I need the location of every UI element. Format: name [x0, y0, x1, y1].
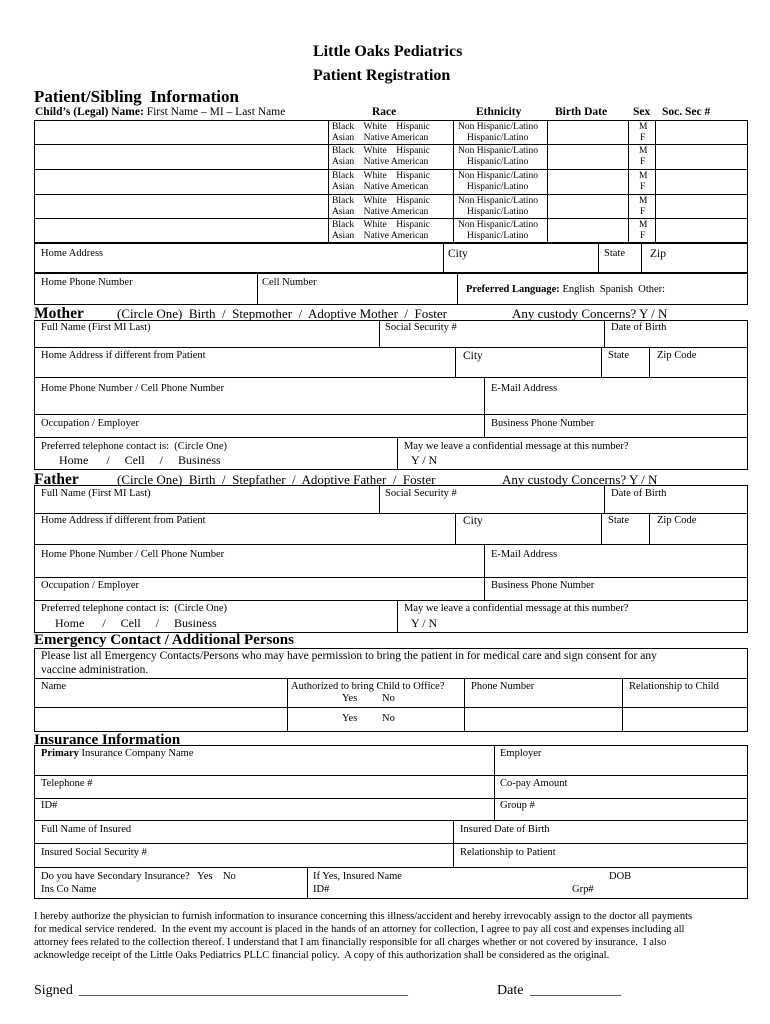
- state-label: State: [604, 248, 625, 259]
- child-name-label: Child’s (Legal) Name: First Name – MI – Last Name: [35, 106, 286, 118]
- authorization-line4: acknowledge receipt of the Little Oaks Pediatrics PLLC financial policy. A copy of this authorization shall be considered as the original.: [34, 950, 610, 961]
- primary-insurance-label: Primary Insurance Company Name: [41, 748, 194, 759]
- mother-custody: Any custody Concerns? Y / N: [512, 306, 668, 321]
- group-label: Group #: [500, 800, 535, 811]
- mother-full-name-label: Full Name (First MI Last): [41, 322, 151, 333]
- father-title: Father: [34, 471, 79, 488]
- id-field[interactable]: [34, 798, 495, 821]
- father-ssn-label: Social Security #: [385, 488, 457, 499]
- mother-phones-label: Home Phone Number / Cell Phone Number: [41, 383, 225, 394]
- telephone-label: Telephone #: [41, 778, 93, 789]
- signature-line[interactable]: _______________________________________________: [79, 983, 408, 998]
- emergency-instructions-line2: vaccine administration.: [41, 664, 149, 676]
- if-yes-insured-name-label: If Yes, Insured Name: [313, 871, 402, 882]
- mother-state-label: State: [608, 350, 629, 361]
- emergency-no-2[interactable]: No: [382, 713, 395, 724]
- father-relation: (Circle One) Birth / Stepfather / Adoptive Father / Foster: [117, 472, 436, 487]
- father-state-label: State: [608, 515, 629, 526]
- emergency-relationship-label: Relationship to Child: [629, 681, 719, 692]
- mother-dob-label: Date of Birth: [611, 322, 667, 333]
- secondary-grp-label: Grp#: [572, 884, 594, 895]
- ins-co-name-label: Ins Co Name: [41, 884, 97, 895]
- mother-relation: (Circle One) Birth / Stepmother / Adoptive Mother / Foster: [117, 306, 448, 321]
- secondary-dob-label: DOB: [609, 871, 632, 882]
- secondary-id-label: ID#: [313, 884, 330, 895]
- mother-conf-msg-label: May we leave a confidential message at this number?: [404, 441, 629, 452]
- telephone-field[interactable]: [34, 775, 495, 799]
- emergency-yes-1[interactable]: Yes: [342, 693, 358, 704]
- cell-number-label: Cell Number: [262, 277, 317, 288]
- father-pref-options[interactable]: Home / Cell / Business: [55, 616, 217, 630]
- patient-section-title: Patient/Sibling Information: [34, 87, 239, 106]
- father-city-label: City: [463, 515, 483, 527]
- father-occupation-label: Occupation / Employer: [41, 580, 139, 591]
- emergency-instructions-line1: Please list all Emergency Contacts/Persons who may have permission to bring the patient in for medical care and sign consent for any: [41, 650, 657, 662]
- father-full-name-label: Full Name (First MI Last): [41, 488, 151, 499]
- signed-label: Signed: [34, 983, 73, 998]
- city-label: City: [448, 248, 468, 260]
- mother-pref-contact-label: Preferred telephone contact is: (Circle One): [41, 441, 228, 452]
- practice-name: Little Oaks Pediatrics: [313, 43, 463, 60]
- emergency-name-label: Name: [41, 681, 67, 692]
- mother-pref-options[interactable]: Home / Cell / Business: [59, 453, 221, 467]
- mother-zip-label: Zip Code: [657, 350, 697, 361]
- mother-email-label: E-Mail Address: [491, 383, 558, 394]
- mother-ssn-label: Social Security #: [385, 322, 457, 333]
- mother-conf-yn[interactable]: Y / N: [411, 453, 438, 467]
- home-phone-label: Home Phone Number: [41, 277, 133, 288]
- emergency-phone-label: Phone Number: [471, 681, 535, 692]
- emergency-yes-2[interactable]: Yes: [342, 713, 358, 724]
- id-label: ID#: [41, 800, 58, 811]
- insured-ssn-label: Insured Social Security #: [41, 847, 147, 858]
- emergency-title: Emergency Contact / Additional Persons: [34, 632, 294, 648]
- form-title: Patient Registration: [313, 67, 451, 84]
- mother-title: Mother: [34, 305, 84, 322]
- relationship-label: Relationship to Patient: [460, 847, 556, 858]
- emergency-authorized-label: Authorized to bring Child to Office?: [291, 681, 445, 692]
- col-sex: Sex: [633, 106, 651, 118]
- copay-label: Co-pay Amount: [500, 778, 568, 789]
- col-birth-date: Birth Date: [555, 106, 608, 118]
- father-home-address-label: Home Address if different from Patient: [41, 515, 206, 526]
- father-phones-label: Home Phone Number / Cell Phone Number: [41, 549, 225, 560]
- father-conf-msg-label: May we leave a confidential message at this number?: [404, 603, 629, 614]
- father-pref-contact-label: Preferred telephone contact is: (Circle One): [41, 603, 228, 614]
- father-dob-label: Date of Birth: [611, 488, 667, 499]
- col-race: Race: [372, 106, 397, 118]
- mother-biz-phone-label: Business Phone Number: [491, 418, 595, 429]
- insured-dob-label: Insured Date of Birth: [460, 824, 550, 835]
- preferred-language-label: Preferred Language: English Spanish Other:: [466, 284, 666, 295]
- insured-name-label: Full Name of Insured: [41, 824, 132, 835]
- father-custody: Any custody Concerns? Y / N: [502, 472, 658, 487]
- col-ethnicity: Ethnicity: [476, 106, 522, 118]
- secondary-insurance-label[interactable]: Do you have Secondary Insurance? Yes No: [41, 871, 236, 882]
- father-zip-label: Zip Code: [657, 515, 697, 526]
- mother-occupation-label: Occupation / Employer: [41, 418, 139, 429]
- mother-home-address-label: Home Address if different from Patient: [41, 350, 206, 361]
- employer-label: Employer: [500, 748, 542, 759]
- home-address-label: Home Address: [41, 248, 104, 259]
- father-email-label: E-Mail Address: [491, 549, 558, 560]
- date-line[interactable]: _____________: [530, 983, 621, 998]
- mother-city-label: City: [463, 350, 483, 362]
- authorization-line3: attorney fees related to the collection thereof. I understand that I am financially responsible for all charges whether or not covered by insurance. I also: [34, 937, 667, 948]
- zip-label: Zip: [650, 248, 666, 260]
- date-label: Date: [497, 983, 524, 998]
- father-conf-yn[interactable]: Y / N: [411, 616, 438, 630]
- insurance-title: Insurance Information: [34, 732, 181, 748]
- col-ssn: Soc. Sec #: [662, 106, 711, 118]
- emergency-no-1[interactable]: No: [382, 693, 395, 704]
- authorization-line1: I hereby authorize the physician to furnish information to insurance concerning this illness/accident and hereby irrevocably assign to the doctor all payments: [34, 911, 693, 922]
- father-biz-phone-label: Business Phone Number: [491, 580, 595, 591]
- authorization-line2: for medical service rendered. In the event my account is placed in the hands of an attorney for collection, I agree to pay all cost and expenses including all: [34, 924, 685, 935]
